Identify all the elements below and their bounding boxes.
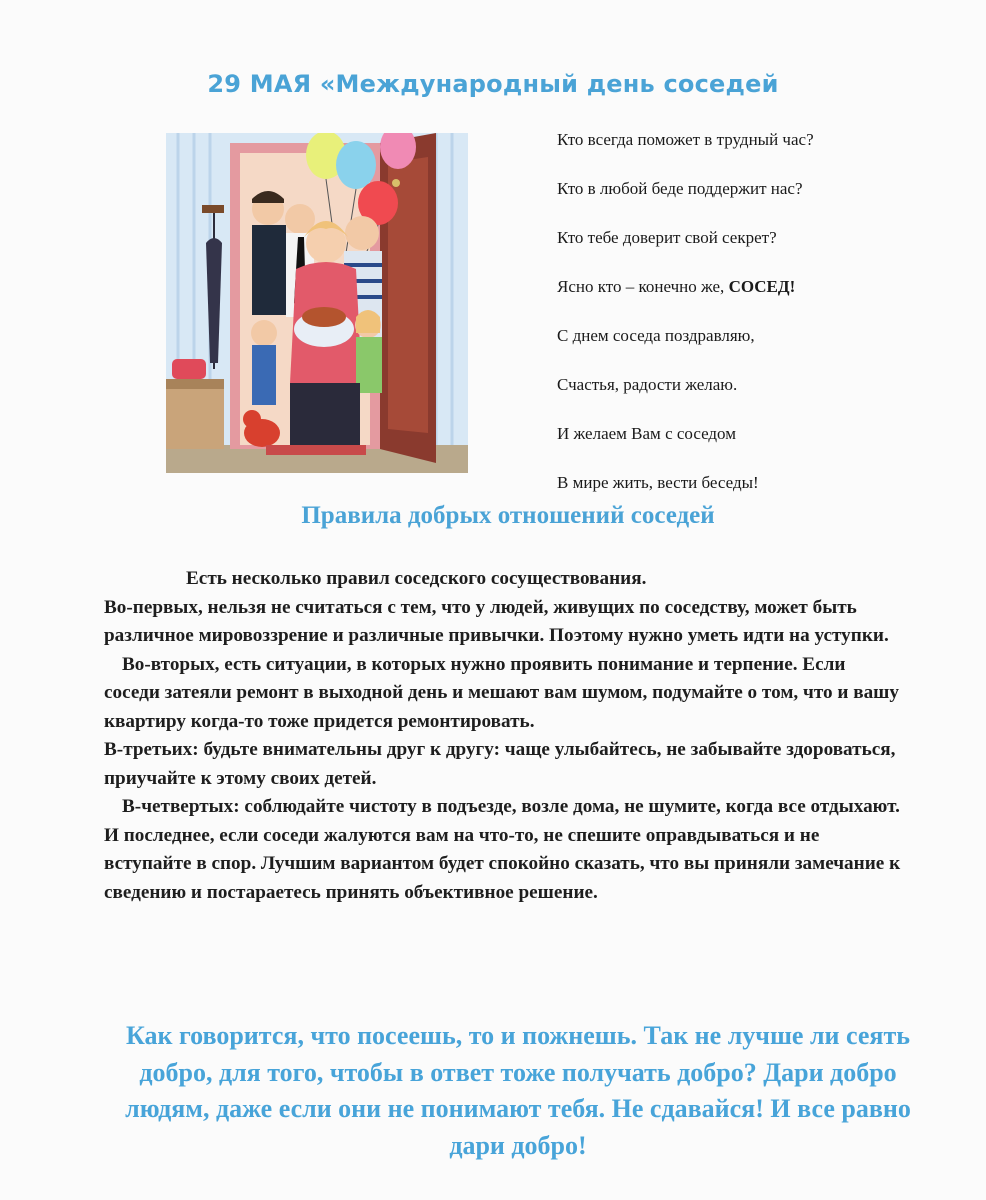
- poem-line: И желаем Вам с соседом: [557, 424, 736, 443]
- neighbors-at-door-illustration: [166, 133, 468, 473]
- page-title: 29 МАЯ «Международный день соседей: [207, 70, 779, 98]
- poem-line: Кто в любой беде поддержит нас?: [557, 179, 803, 198]
- poem-line: Кто тебе доверит свой секрет?: [557, 228, 777, 247]
- rules-intro: Есть несколько правил соседского сосуществования.: [186, 568, 647, 589]
- poem: [557, 128, 957, 495]
- poem-line: Счастья, радости желаю.: [557, 375, 738, 394]
- poem-line: С днем соседа поздравляю,: [557, 326, 755, 345]
- poem-line: В мире жить, вести беседы!: [557, 473, 759, 492]
- rule-second: Во-вторых, есть ситуации, в которых нужно проявить понимание и терпение. Если соседи затеяли ремонт в выходной день и мешают вам шумом, подумайте о том, что и вашу квартиру когда-то тоже придется ремонтировать.: [104, 653, 899, 732]
- poem-line: [557, 275, 957, 299]
- rules-title: Правила добрых отношений соседей: [301, 502, 715, 529]
- poem-line-text: Ясно кто – конечно же,: [557, 277, 729, 296]
- poem-line: Кто всегда поможет в трудный час?: [557, 130, 814, 149]
- rule-third: В-третьих: будьте внимательны друг к другу: чаще улыбайтесь, не забывайте здороваться, приучайте к этому своих детей.: [104, 739, 896, 789]
- closing-message: Как говорится, что посеешь, то и пожнешь. Так не лучше ли сеять добро, для того, чтобы в ответ тоже получать добро? Дари добро людям, даже если они не понимают тебя. Не сдавайся! И все равно дари добро!: [125, 1021, 911, 1160]
- rules-body: [104, 565, 904, 907]
- rule-fourth: В-четвертых: соблюдайте чистоту в подъезде, возле дома, не шумите, когда все отдыхают. И последнее, если соседи жалуются вам на что-то, не спешите оправдываться и не вступайте в спор. Лучшим вариантом будет спокойно сказать, что вы приняли замечание к сведению и постараетесь принять объективное решение.: [104, 796, 901, 903]
- rule-first: Во-первых, нельзя не считаться с тем, что у людей, живущих по соседству, может быть различное мировоззрение и различные привычки. Поэтому нужно уметь идти на уступки.: [104, 596, 889, 646]
- poem-emphasis: СОСЕД!: [728, 277, 796, 296]
